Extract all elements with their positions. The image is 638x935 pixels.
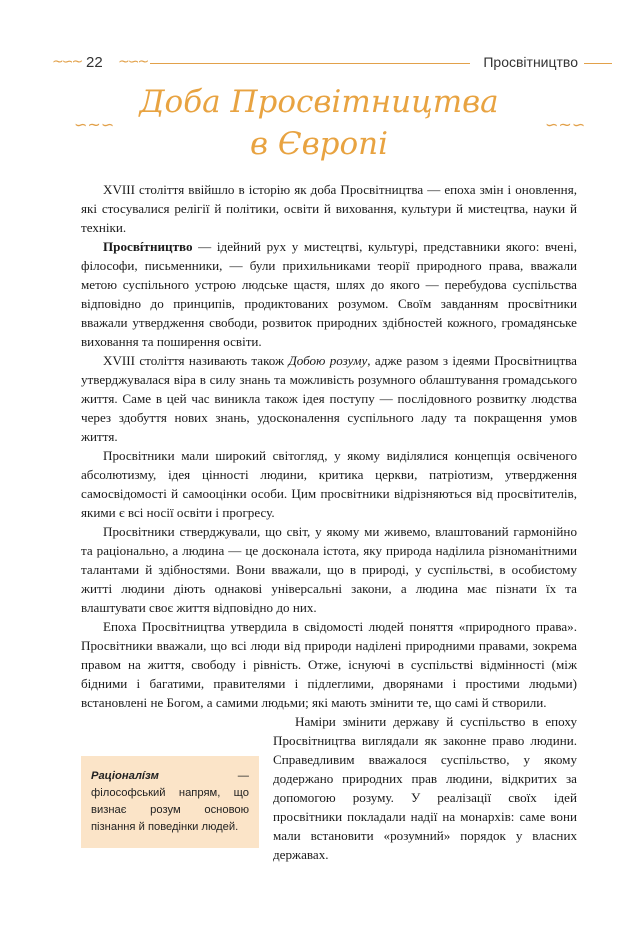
term-prosvitnytstvo: Просвíтництво [103,239,193,254]
ornament-mid-icon: ~∽~ [118,54,148,70]
term-ratsionalizm: Раціоналíзм [91,770,159,782]
paragraph-7-wrap [81,712,577,864]
ornament-side-left-icon: ∽~∽ [74,115,115,134]
chapter-title-line1: Доба Просвітництва [139,84,499,120]
running-header [0,52,638,74]
paragraph-2 [81,237,577,351]
header-rule-right [584,63,612,64]
paragraph-3-a: XVIII століття називають також [103,353,289,368]
section-title: Просвітництво [483,54,578,70]
paragraph-5: Просвітники стверджували, що світ, у якому ми живемо, влаштований гармонійно та раціонально, а людина — це досконала істота, яку природа наділила різноманітними талантами й здібностями. Вони вважали, що в природі, у суспільстві, в особистому житті людини діють однакові універсальні закони, а людина має пізнати їх та влаштувати своє життя відповідно до них. [81,524,577,615]
definition-box [81,756,259,848]
paragraph-2-text: — ідейний рух у мистецтві, культурі, представники якого: вчені, філософи, письменники, — були прихильниками теорії природного права, вважали метою суспільного устрою людське щастя, шлях до якого — перебудова суспільства відповідно до принципів, продиктованих розумом. Своїм завданням просвітники вважали утвердження свободи, розвиток природних здібностей кожного, громадянське виховання та поширення освіти. [81,239,577,349]
body-text [81,180,577,864]
term-doba-rozumu: Добою розуму [288,353,368,368]
header-rule [150,63,470,64]
paragraph-4: Просвітники мали широкий світогляд, у якому виділялися концепція освіченого абсолютизму, ідея цінності людини, критика церкви, патріотизм, утвердження самосвідомості й самооцінки особи. Цим просвітники відрізняються від просвітителів, якими є всі носії освіти і прогресу. [81,448,577,520]
paragraph-3 [81,351,577,446]
ornament-side-right-icon: ∽~∽ [545,115,586,134]
page-number: 22 [86,54,103,71]
chapter-title-line2: в Європі [249,126,389,162]
paragraph-6: Епоха Просвітництва утвердила в свідомості людей поняття «природного права». Просвітники вважали, що всі люди від природи наділені природними правами, зокрема правом на життя, свободу і рівність. Отже, існуючі в суспільстві відмінності (між бідними і багатими, правителями і підлеглими, дворянами і простими людьми) встановлені не Богом, а самими людьми; які мають змінити те, що самі й створили. [81,619,577,710]
paragraph-7: Наміри змінити державу й суспільство в епоху Просвітництва виглядали як законне право людини. Справедливим вважалося суспільство, у якому додержано природних прав людини, відкритих за допомогою розуму. У реалізації своїх ідей просвітники покладали надії на монархів: саме вони мали встановити «розумний» порядок у власних державах. [273,714,577,862]
definition-text: — філософський напрям, що визнає розум основою пізнання й поведінки людей. [91,770,249,833]
paragraph-1: XVIII століття ввійшло в історію як доба Просвітництва — епоха змін і оновлення, які стосувалися релігії й політики, освіти й виховання, культури й мистецтва, науки й техніки. [81,182,577,235]
paragraph-3-b: , адже разом з ідеями Просвітництва утверджувалася віра в силу знань та можливість розумного облаштування громадського життя. Саме в цей час виникла також ідея поступу — послідовного розвитку людства через здобуття нових знань, удосконалення суспільного ладу та покращення умов життя. [81,353,577,444]
ornament-left-icon: ~∽~ [52,54,82,70]
